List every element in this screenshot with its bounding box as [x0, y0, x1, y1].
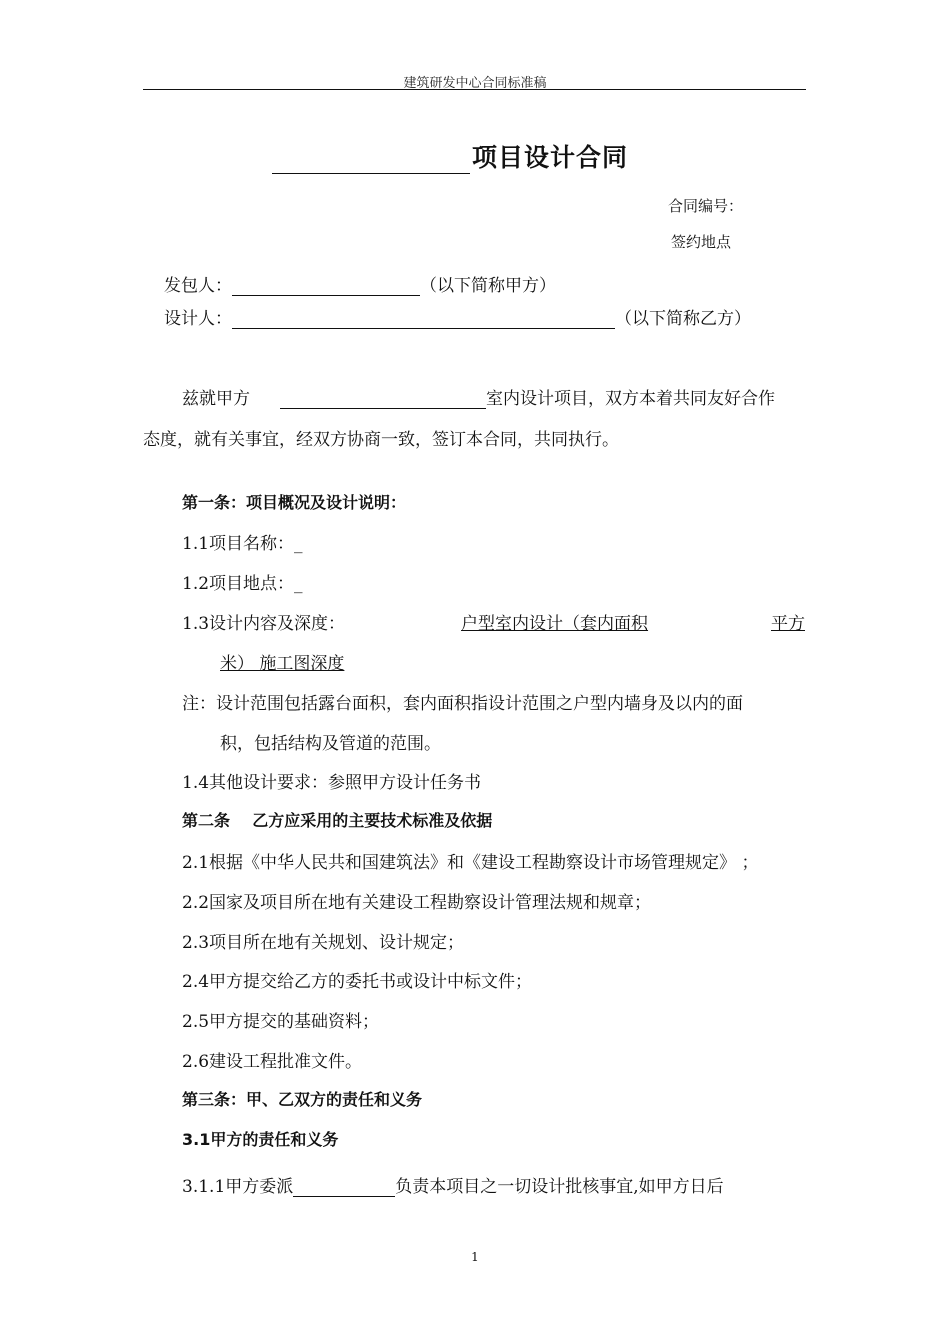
intro-blank: [280, 390, 486, 409]
party-b-suffix: （以下简称乙方）: [615, 309, 751, 329]
article-2-item: 2.6建设工程批准文件。: [182, 1052, 363, 1072]
page-number: 1: [471, 1250, 479, 1264]
item-3-part-2: 平方: [771, 614, 805, 634]
contract-number-label: 合同编号：: [668, 197, 744, 215]
article-3-item-rest: 负责本项目之一切设计批核事宜,如甲方日后: [395, 1177, 724, 1197]
page-header: 建筑研发中心合同标准稿: [403, 76, 547, 91]
article-3-item-blank: [293, 1178, 395, 1197]
article-2-item: 2.2国家及项目所在地有关建设工程勘察设计管理法规和规章；: [182, 893, 652, 913]
party-b-line: [164, 304, 751, 329]
article-2-item: 2.4甲方提交给乙方的委托书或设计中标文件；: [182, 972, 533, 992]
item-3-part-1: 户型室内设计（套内面积: [461, 614, 649, 634]
article-1-note-line-1: 注：设计范围包括露台面积，套内面积指设计范围之户型内墙身及以内的面: [182, 694, 743, 714]
intro-prefix: 兹就甲方: [182, 389, 250, 409]
article-1-item-3: [182, 609, 805, 634]
article-2-item: 2.5甲方提交的基础资料；: [182, 1012, 380, 1032]
intro-rest: 室内设计项目，双方本着共同友好合作: [486, 389, 775, 409]
article-2-heading: 第二条 乙方应采用的主要技术标准及依据: [182, 811, 493, 830]
article-1-item-4: 1.4其他设计要求：参照甲方设计任务书: [182, 773, 482, 793]
article-1-item-2: 1.2项目地点：_: [182, 574, 303, 594]
title-text: 项目设计合同: [472, 143, 629, 172]
party-a-blank: [232, 277, 420, 296]
article-1-heading: 第一条：项目概况及设计说明：: [182, 493, 407, 512]
signing-place-label: 签约地点: [671, 233, 732, 251]
intro-line-2: 态度，就有关事宜，经双方协商一致，签订本合同，共同执行。: [143, 430, 619, 450]
intro-line-1: [182, 384, 775, 409]
header-rule: [143, 89, 806, 90]
article-2-item: 2.1根据《中华人民共和国建筑法》和《建设工程勘察设计市场管理规定》 ；: [182, 853, 759, 873]
party-a-line: [164, 271, 556, 296]
party-a-label: 发包人：: [164, 276, 232, 296]
article-3-subheading: 3.1甲方的责任和义务: [182, 1130, 339, 1149]
article-1-item-3-line-2: 米） 施工图深度: [220, 654, 345, 674]
party-a-suffix: （以下简称甲方）: [420, 276, 556, 296]
party-b-label: 设计人：: [164, 309, 232, 329]
item-3-label: 1.3设计内容及深度：: [182, 614, 346, 634]
article-1-note-line-2: 积，包括结构及管道的范围。: [220, 734, 441, 754]
title-blank: [272, 145, 470, 174]
article-3-item-prefix: 3.1.1甲方委派: [182, 1177, 294, 1197]
article-1-item-1: 1.1项目名称：_: [182, 534, 303, 554]
document-title: [272, 138, 628, 174]
article-3-item-1: [182, 1172, 724, 1197]
item-3-underlined: [345, 609, 805, 634]
party-b-blank: [232, 310, 615, 329]
article-2-item: 2.3项目所在地有关规划、设计规定；: [182, 933, 465, 953]
article-3-heading: 第三条：甲、乙双方的责任和义务: [182, 1090, 423, 1109]
